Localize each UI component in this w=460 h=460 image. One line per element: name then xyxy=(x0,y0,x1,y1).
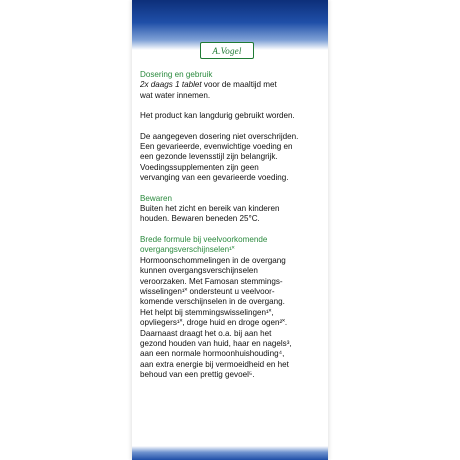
formula-line: Hormoonschommelingen in de overgang xyxy=(140,255,286,265)
bottom-blue-band xyxy=(132,446,328,460)
avogel-logo xyxy=(200,42,254,59)
formula-line: aan extra energie bij vermoeidheid en het xyxy=(140,359,289,369)
storage-heading: Bewaren xyxy=(140,193,172,203)
warning-line: De aangegeven dosering niet overschrijden. xyxy=(140,131,299,141)
formula-line: Daarnaast draagt het o.a. bij aan het xyxy=(140,328,272,338)
long-term-note: Het product kan langdurig gebruikt worden. xyxy=(140,111,295,121)
formula-heading: Brede formule bij veelvoorkomende xyxy=(140,234,268,244)
formula-line: komende verschijnselen in de overgang. xyxy=(140,297,285,307)
dosage-line-1-rest: voor de maaltijd met xyxy=(201,80,277,90)
storage-line: Buiten het zicht en bereik van kinderen xyxy=(140,204,280,214)
formula-line: kunnen overgangsverschijnselen xyxy=(140,266,258,276)
warning-line: vervanging van een gevarieerde voeding. xyxy=(140,173,289,183)
warning-line: een gezonde levensstijl zijn belangrijk. xyxy=(140,152,278,162)
formula-line: veroorzaken. Met Famosan stemmings- xyxy=(140,276,283,286)
package-side-panel xyxy=(132,0,328,460)
package-text xyxy=(140,70,322,381)
formula-line: opvliegers¹˟, droge huid en droge ogen²˟. xyxy=(140,318,288,328)
formula-heading: overgangsverschijnselen¹˟ xyxy=(140,245,235,255)
warning-line: Een gevarieerde, evenwichtige voeding en xyxy=(140,142,293,152)
dosage-line-2: wat water innemen. xyxy=(140,90,211,100)
formula-line: behoud van een prettig gevoel⁵. xyxy=(140,370,255,380)
formula-line: wisselingen¹˟ ondersteunt u veelvoor- xyxy=(140,286,275,296)
formula-line: aan een normale hormoonhuishouding⁴, xyxy=(140,349,285,359)
dosage-line-1 xyxy=(140,80,322,90)
dosage-amount: 2x daags 1 tablet xyxy=(140,80,202,90)
warning-line: Voedingssupplementen zijn geen xyxy=(140,162,259,172)
storage-line: houden. Bewaren beneden 25°C. xyxy=(140,214,260,224)
dosage-heading: Dosering en gebruik xyxy=(140,70,213,79)
formula-line: Het helpt bij stemmingswisselingen¹˟, xyxy=(140,307,274,317)
logo-text: A.Vogel xyxy=(212,45,242,56)
formula-line: gezond houden van huid, haar en nagels³, xyxy=(140,338,292,348)
